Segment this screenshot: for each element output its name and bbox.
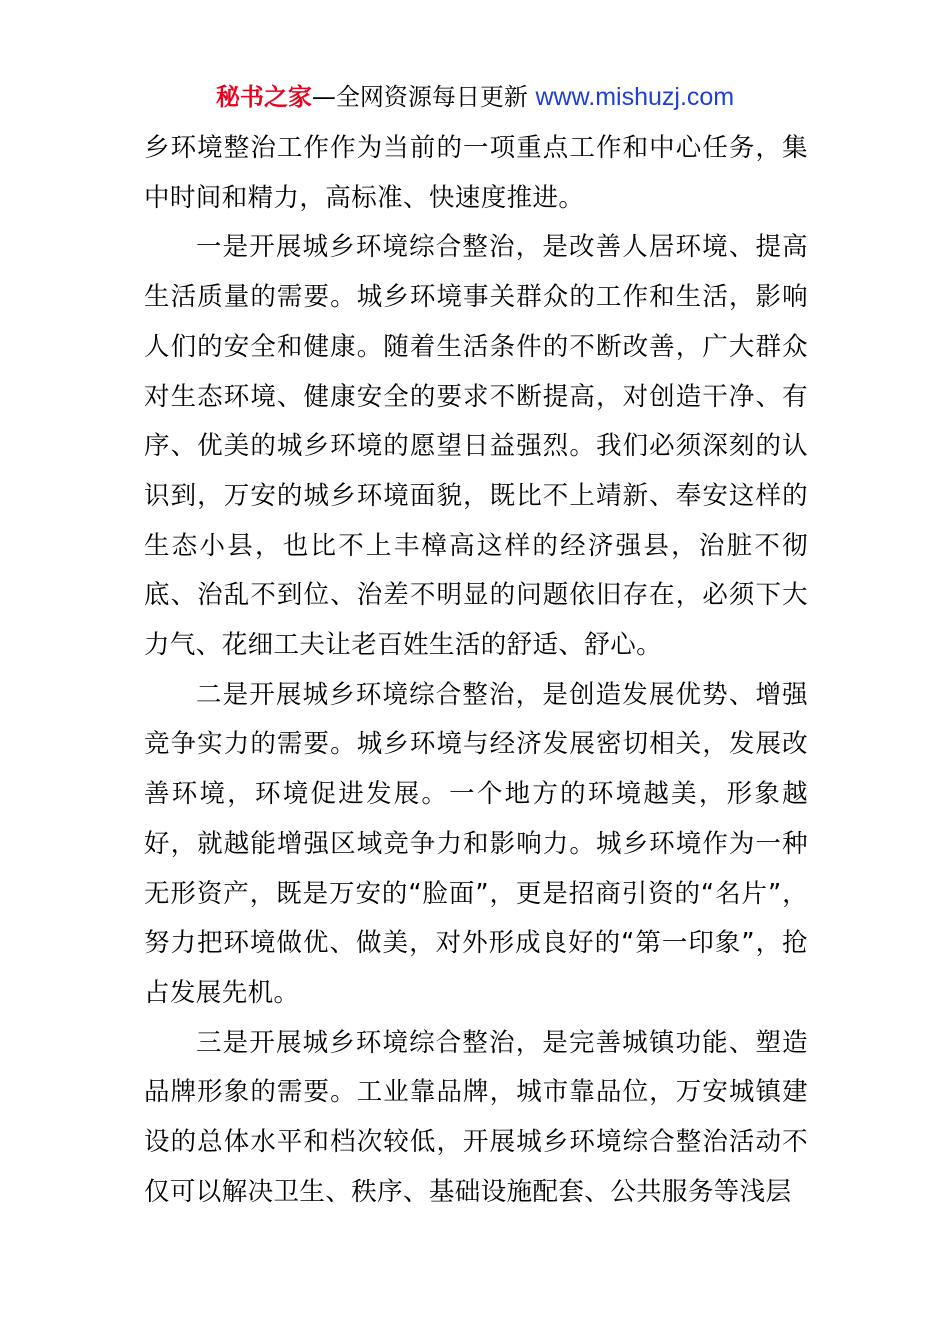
paragraph-point-two: 二是开展城乡环境综合整治，是创造发展优势、增强竞争实力的需要。城乡环境与经济发展密切相关，发展改善环境，环境促进发展。一个地方的环境越美，形象越好，就越能增强区域竞争力和影响力。城乡环境作为一种无形资产，既是万安的“脸面”，更是招商引资的“名片”，努力把环境做优、做美，对外形成良好的“第一印象”，抢占发展先机。 [144,679,808,1008]
site-brand: 秘书之家 [215,83,312,111]
site-tagline: —全网资源每日更新 [311,83,528,111]
paragraph-point-one: 一是开展城乡环境综合整治，是改善人居环境、提高生活质量的需要。城乡环境事关群众的工作和生活，影响人们的安全和健康。随着生活条件的不断改善，广大群众对生态环境、健康安全的要求不断提高，对创造干净、有序、优美的城乡环境的愿望日益强烈。我们必须深刻的认识到，万安的城乡环境面貌，既比不上靖新、奉安这样的生态小县，也比不上丰樟高这样的经济强县，治脏不彻底、治乱不到位、治差不明显的问题依旧存在，必须下大力气、花细工夫让老百姓生活的舒适、舒心。 [144,232,808,661]
paragraph-continued: 乡环境整治工作作为当前的一项重点工作和中心任务，集中时间和精力，高标准、快速度推进。 [144,133,808,213]
site-header [0,80,950,114]
site-url-link[interactable]: www.mishuzj.com [535,83,735,111]
document-body [144,124,808,1217]
paragraph-point-three: 三是开展城乡环境综合整治，是完善城镇功能、塑造品牌形象的需要。工业靠品牌，城市靠品位，万安城镇建设的总体水平和档次较低，开展城乡环境综合整治活动不仅可以解决卫生、秩序、基础设施配套、公共服务等浅层 [144,1027,808,1207]
